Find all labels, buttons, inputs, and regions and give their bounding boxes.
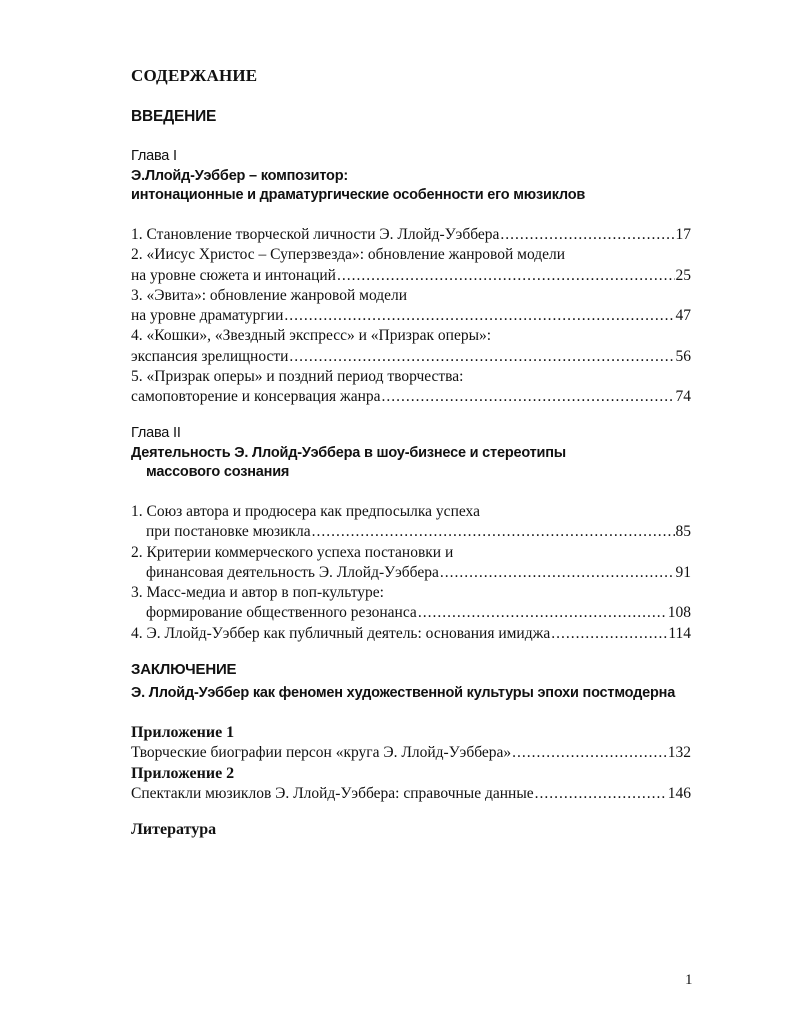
chapter1-heading-line: интонационные и драматургические особенности его мюзиклов bbox=[131, 187, 586, 203]
toc-entry[interactable] bbox=[131, 743, 691, 763]
toc-page-number: 85 bbox=[675, 523, 691, 541]
toc-entry-text: самоповторение и консервация жанра bbox=[131, 388, 381, 406]
toc-leader-dots bbox=[500, 225, 674, 245]
toc-entry[interactable] bbox=[131, 387, 691, 407]
toc-page-number: 108 bbox=[667, 604, 691, 622]
appendix-toc bbox=[131, 722, 691, 805]
chapter2-heading-line: массового сознания bbox=[146, 464, 290, 480]
chapter1-heading-line: Э.Ллойд-Уэббер – композитор: bbox=[131, 167, 348, 184]
toc-entry[interactable] bbox=[131, 225, 691, 245]
toc-leader-dots bbox=[418, 603, 667, 623]
toc-leader-dots bbox=[289, 347, 674, 367]
toc-entry-line: 2. Критерии коммерческого успеха постановки и bbox=[131, 543, 454, 561]
toc-leader-dots bbox=[284, 306, 674, 326]
toc-entry-text: финансовая деятельность Э. Ллойд-Уэббера bbox=[146, 563, 439, 581]
toc-entry-line: 5. «Призрак оперы» и поздний период творчества: bbox=[131, 368, 464, 386]
toc-leader-dots bbox=[440, 563, 675, 583]
toc-entry[interactable] bbox=[131, 784, 691, 804]
toc-entry[interactable] bbox=[131, 624, 691, 644]
toc-entry-line: 4. «Кошки», «Звездный экспресс» и «Призрак оперы»: bbox=[131, 327, 492, 345]
toc-page-number: 132 bbox=[667, 744, 691, 761]
toc-entry-text: на уровне сюжета и интонаций bbox=[131, 266, 336, 284]
toc-entry[interactable] bbox=[131, 347, 691, 367]
toc-entry[interactable] bbox=[131, 522, 691, 542]
toc-leader-dots bbox=[535, 784, 667, 804]
toc-leader-dots bbox=[382, 387, 675, 407]
toc-entry-text: экспансия зрелищности bbox=[131, 347, 289, 365]
toc-page-number: 74 bbox=[675, 388, 691, 406]
toc-page-number: 56 bbox=[675, 347, 691, 365]
page-title: СОДЕРЖАНИЕ bbox=[131, 66, 258, 85]
toc-entry-text: 1. Становление творческой личности Э. Ллойд-Уэббера bbox=[131, 226, 500, 243]
toc-leader-dots bbox=[512, 743, 667, 763]
toc-entry-line: 1. Союз автора и продюсера как предпосылка успеха bbox=[131, 503, 480, 520]
appendix2-heading: Приложение 2 bbox=[131, 765, 235, 783]
chapter2-label: Глава II bbox=[131, 425, 181, 441]
chapter1-label: Глава I bbox=[131, 148, 177, 164]
toc-page-number: 47 bbox=[675, 307, 691, 325]
toc-page-number: 146 bbox=[667, 785, 691, 803]
chapter1-heading bbox=[131, 147, 585, 206]
toc-leader-dots bbox=[551, 624, 667, 644]
toc-page-number: 114 bbox=[668, 624, 691, 642]
toc-entry-text: Творческие биографии персон «круга Э. Ллойд-Уэббера» bbox=[131, 744, 512, 761]
toc-page-number: 91 bbox=[675, 563, 691, 581]
toc-entry-line: 2. «Иисус Христос – Суперзвезда»: обновление жанровой модели bbox=[131, 246, 566, 264]
chapter2-toc bbox=[131, 502, 691, 644]
toc-entry-text: на уровне драматургии bbox=[131, 307, 284, 325]
toc-entry-text: 4. Э. Ллойд-Уэббер как публичный деятель: основания имиджа bbox=[131, 624, 551, 642]
chapter2-heading-line: Деятельность Э. Ллойд-Уэббера в шоу-бизнесе и стереотипы bbox=[131, 444, 566, 461]
toc-page-number: 25 bbox=[675, 266, 691, 284]
chapter2-heading bbox=[131, 424, 566, 483]
toc-entry[interactable] bbox=[131, 306, 691, 326]
appendix1-heading: Приложение 1 bbox=[131, 724, 235, 741]
toc-page-number: 17 bbox=[675, 226, 691, 243]
conclusion-heading: ЗАКЛЮЧЕНИЕ bbox=[131, 661, 237, 678]
page-number: 1 bbox=[685, 972, 693, 988]
toc-entry-line: 3. «Эвита»: обновление жанровой модели bbox=[131, 286, 408, 304]
toc-entry[interactable] bbox=[131, 563, 691, 583]
conclusion-section bbox=[131, 660, 675, 703]
introduction-heading: ВВЕДЕНИЕ bbox=[131, 108, 217, 125]
toc-entry[interactable] bbox=[131, 266, 691, 286]
toc-leader-dots bbox=[312, 522, 675, 542]
chapter1-toc bbox=[131, 225, 691, 408]
toc-entry-text: при постановке мюзикла bbox=[146, 523, 311, 541]
toc-entry-line: 3. Масс-медиа и автор в поп-культуре: bbox=[131, 584, 384, 602]
literature-heading: Литература bbox=[131, 821, 217, 838]
toc-entry[interactable] bbox=[131, 603, 691, 623]
conclusion-subtitle: Э. Ллойд-Уэббер как феномен художественной культуры эпохи постмодерна bbox=[131, 684, 676, 701]
toc-entry-text: Спектакли мюзиклов Э. Ллойд-Уэббера: справочные данные bbox=[131, 785, 534, 803]
toc-leader-dots bbox=[337, 266, 675, 286]
toc-entry-text: формирование общественного резонанса bbox=[146, 604, 417, 622]
